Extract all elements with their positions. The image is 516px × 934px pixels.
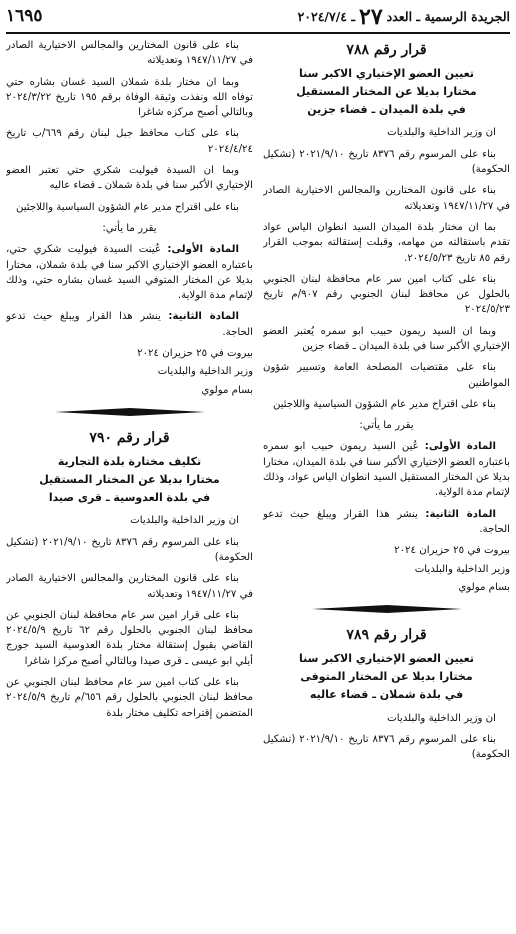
decision-790 [6, 428, 253, 721]
paragraph: بناء على قانون المختارين والمجالس الاختيارية الصادر في ١٩٤٧/١١/٢٧ وتعديلاته [6, 573, 253, 600]
paragraph: بناء على قانون المختارين والمجالس الاختيارية الصادر في ١٩٤٧/١١/٢٧ وتعديلاته [6, 40, 253, 67]
paragraph: بناء على المرسوم رقم ٨٣٧٦ تاريخ ٢٠٢١/٩/١٠ (تشكيل الحكومة) [6, 536, 253, 563]
page-header [6, 2, 510, 34]
page-number: ١٦٩٥ [6, 6, 43, 27]
paragraph: بناء على كتاب امين سر عام محافظ لبنان الجنوبي عن محافظ لبنان الجنوبي بالحلول رقم ٦٥٦/م تاريخ ٢٠٢٤/٥/٩ المتضمن إقتراحه تكليف مختار بلدة [6, 677, 253, 719]
decides-line: يقرر ما يأتي: [359, 420, 414, 432]
paragraph: بناء على المرسوم رقم ٨٣٧٦ تاريخ ٢٠٢١/٩/١٠ (تشكيل الحكومة) [263, 733, 510, 761]
signature-block [263, 543, 510, 595]
title-line: في بلدة الميدان ـ قضاء جزين [307, 103, 466, 117]
paragraph: بناء على قانون المختارين والمجالس الاختيارية الصادر في ١٩٤٧/١١/٢٧ وتعديلاته [263, 185, 510, 212]
paragraph: بناء على اقتراح مدير عام الشؤون السياسية واللاجئين [15, 201, 239, 213]
paragraph: بناء على مقتضيات المصلحة العامة وتسيير شؤون المواطنين [263, 362, 510, 389]
journal-name: الجريدة الرسمية ـ العدد [386, 8, 510, 24]
place-date: بيروت في ٢٥ حزيران ٢٠٢٤ [137, 348, 253, 360]
paragraph: وبما ان السيدة فيوليت شكري حتي تعتبر العضو الإختياري الأكبر سنا في بلدة شملان ـ قضاء عاليه [6, 165, 253, 192]
article-label: المادة الأولى: [167, 244, 239, 256]
decision-title [6, 453, 253, 507]
article-text: ينشر هذا القرار ويبلغ حيث تدعو الحاجة. [6, 311, 253, 338]
minister-title: وزير الداخلية والبلديات [157, 366, 253, 378]
paragraph: بناء على اقتراح مدير عام الشؤون السياسية واللاجئين [272, 398, 496, 410]
article-text: عُينت السيدة فيوليت شكري حتي، باعتباره العضو الإختياري الاكبر سنا في بلدة شملان، مختارا بديلا عن المختار المتوفي السيد غسان بشاره حتي، وذلك لإتمام مدة الولاية. [6, 244, 253, 302]
paragraph: بناء على قرار امين سر عام محافظة لبنان الجنوبي عن محافظ لبنان الجنوبي بالحلول رقم ٦٢ تاريخ ٢٠٢٤/٥/٩ القاضي بقبول إستقالة مختار بلدة العدوسية السيد جورج أيلي ابو عيسى ـ قرى صيدا وبالتالي أصبح مركزا شاغرا [6, 609, 253, 667]
left-column [6, 38, 253, 930]
signature-block [6, 346, 253, 398]
decision-789-continued [6, 38, 253, 398]
decision-title [263, 65, 510, 119]
paragraph: ان وزير الداخلية والبلديات [130, 515, 239, 527]
decision-number: قرار رقم ٧٨٩ [346, 627, 427, 644]
title-line: تكليف مختارة بلدة التجارية [57, 454, 202, 468]
title-line: في بلدة شملان ـ قضاء عاليه [309, 688, 464, 702]
title-line: مختارا بديلا عن المختار المستقيل [39, 473, 220, 487]
minister-name: بسام مولوي [201, 384, 253, 396]
right-column [263, 38, 510, 930]
decision-789 [263, 625, 510, 762]
title-line: في بلدة العدوسية ـ قرى صيدا [48, 491, 211, 505]
paragraph: بناء على كتاب امين سر عام محافظة لبنان الجنوبي بالحلول عن محافظ لبنان الجنوبي رقم ٩٠٧/م تاريخ ٢٠٢٤/٥/٢٣ [263, 273, 510, 316]
article-label: المادة الثانية: [425, 508, 496, 520]
paragraph: بناء على كتاب محافظ جبل لبنان رقم ٦٦٩/ب تاريخ ٢٠٢٤/٤/٢٤ [6, 128, 253, 155]
article-text: عُين السيد ريمون حبيب ابو سمره باعتباره العضو الإختياري الأكبر سنا في بلدة الميدان، مختارا بديلا عن المختار المستقيل السيد انطوان الياس عواد، وذلك لإتمام مدة الولاية. [263, 441, 510, 499]
title-line: تعيين العضو الإختياري الاكبر سنا [299, 652, 474, 666]
issue-date: ـ ٢٠٢٤/٧/٤ [297, 8, 355, 24]
paragraph: ان وزير الداخلية والبلديات [387, 127, 496, 139]
place-date: بيروت في ٢٥ حزيران ٢٠٢٤ [394, 545, 510, 557]
paragraph: بما ان مختار بلدة الميدان السيد انطوان الياس عواد تقدم باستقالته من مهامه، وقبلت إستقالته بموجب القرار رقم ٨٥ تاريخ ٢٠٢٤/٥/٢٣. [263, 221, 510, 264]
title-line: مختارا بديلا عن المختار المتوفى [300, 670, 473, 684]
paragraph: وبما ان السيد ريمون حبيب ابو سمره يُعتبر العضو الإختياري الأكبر سنا في بلدة الميدان ـ قضاء جزين [263, 325, 510, 352]
section-divider [6, 408, 253, 416]
journal-issue-line [298, 6, 510, 28]
article-label: المادة الثانية: [168, 311, 239, 323]
paragraph: بناء على المرسوم رقم ٨٣٧٦ تاريخ ٢٠٢١/٩/١٠ (تشكيل الحكومة) [263, 148, 510, 176]
article-1 [6, 242, 253, 303]
minister-name: بسام مولوي [458, 581, 510, 593]
decides-line: يقرر ما يأتي: [102, 222, 157, 234]
decision-number: قرار رقم ٧٩٠ [89, 429, 170, 446]
decision-number: قرار رقم ٧٨٨ [346, 42, 427, 58]
title-line: مختارا بديلا عن المختار المستقيل [296, 85, 477, 99]
issue-number: ٢٧ [359, 4, 383, 30]
minister-title: وزير الداخلية والبلديات [414, 563, 510, 575]
title-line: تعيين العضو الإختياري الاكبر سنا [299, 67, 474, 80]
paragraph: ان وزير الداخلية والبلديات [387, 712, 496, 724]
decision-788 [263, 40, 510, 595]
section-divider [263, 605, 510, 613]
article-label: المادة الأولى: [424, 441, 496, 453]
decision-title [263, 650, 510, 704]
article-2 [6, 309, 253, 340]
article-1 [263, 439, 510, 500]
divider-line-icon [312, 605, 462, 613]
article-text: ينشر هذا القرار ويبلغ حيث تدعو الحاجة. [263, 508, 510, 535]
paragraph: وبما ان مختار بلدة شملان السيد غسان بشاره حتي توفاه الله ونفذت وثيقة الوفاة برقم ١٩٥ تاريخ ٢٠٢٤/٣/٢٢ وبالتالي أصبح مركزه شاغرا [6, 76, 253, 119]
divider-line-icon [55, 408, 205, 416]
page-columns [6, 38, 510, 930]
article-2 [263, 507, 510, 538]
